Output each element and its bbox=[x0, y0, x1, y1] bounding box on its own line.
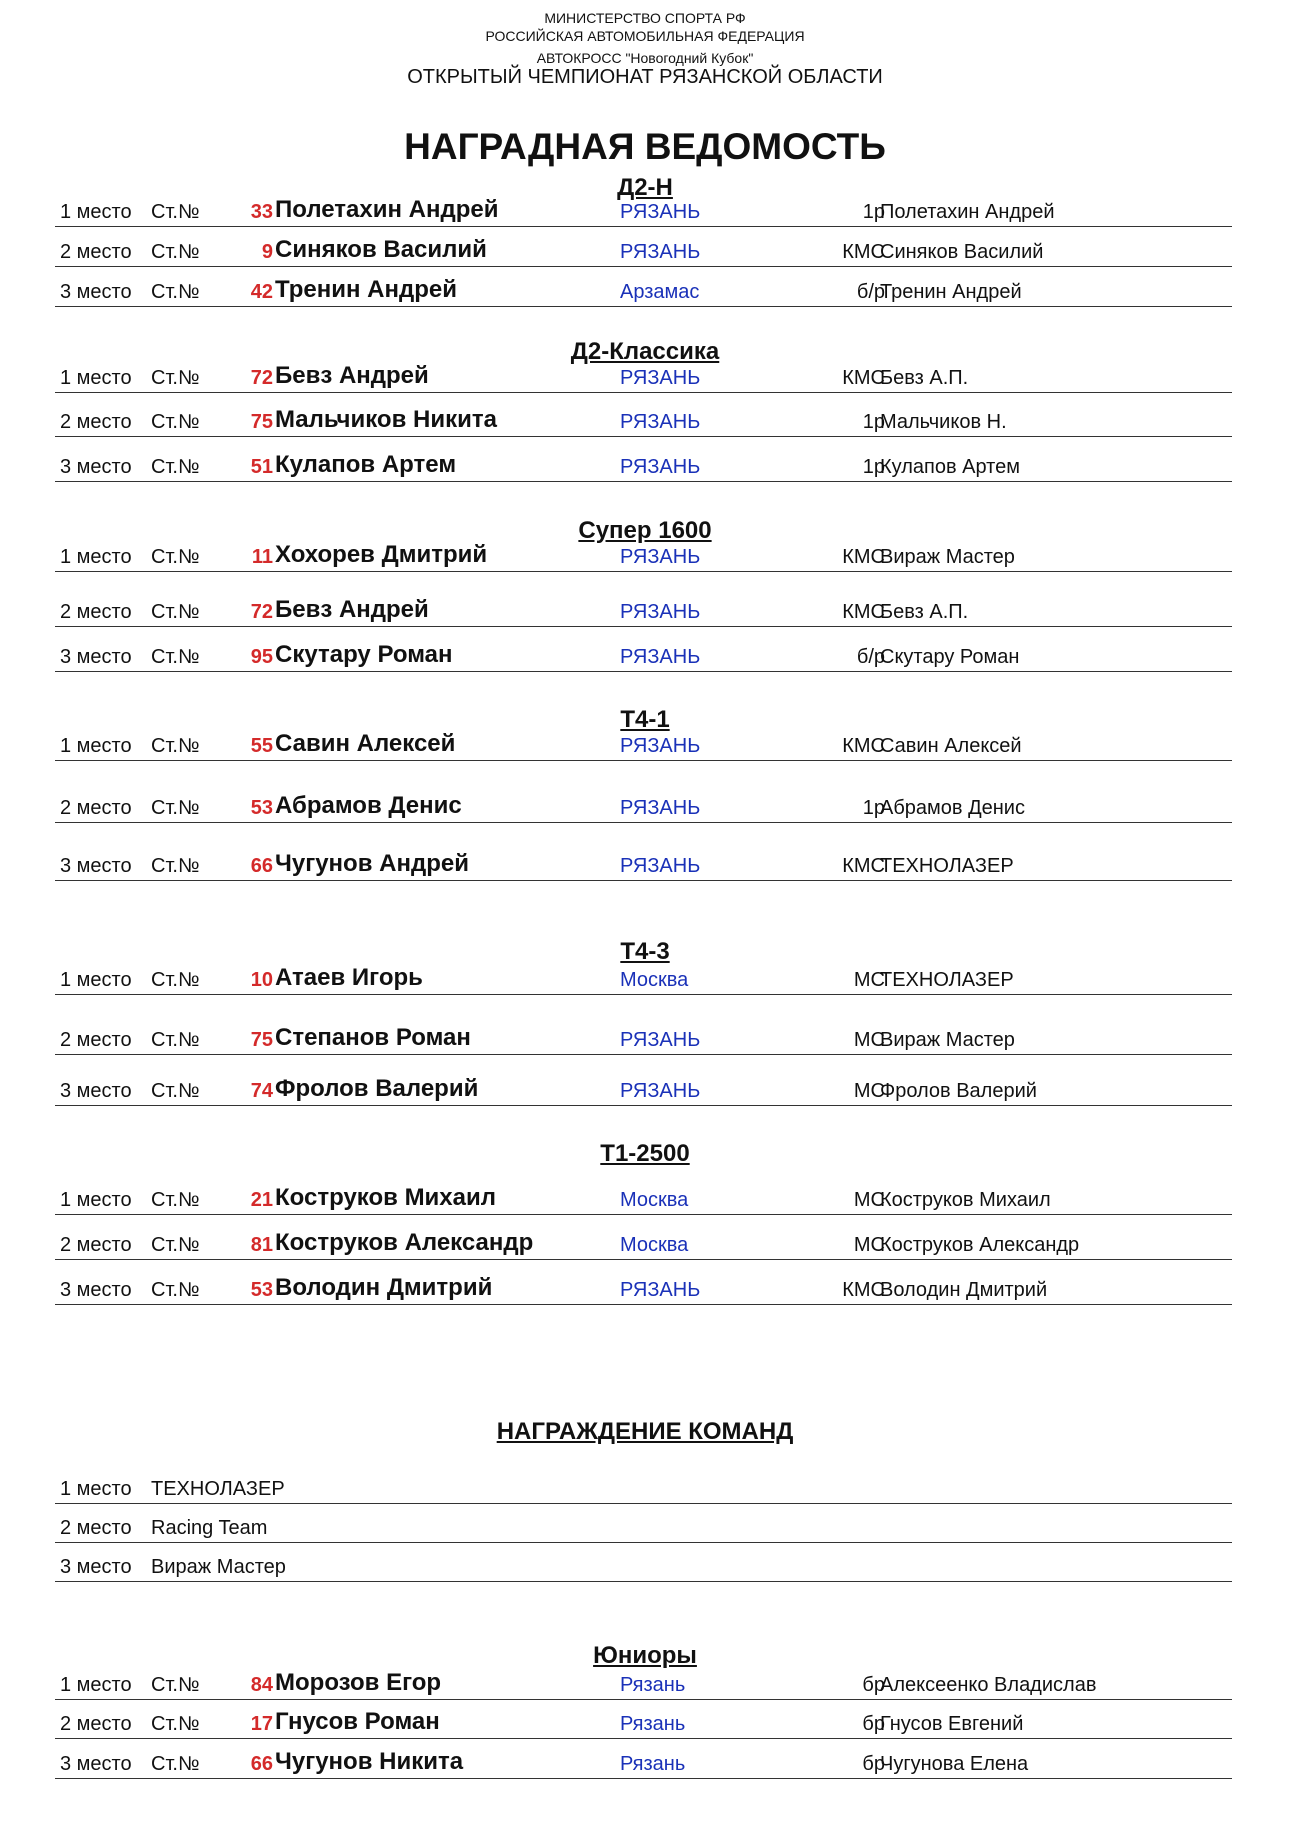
sport-rank: КМС bbox=[842, 241, 885, 263]
team-name: ТЕХНОЛАЗЕР bbox=[880, 855, 1014, 877]
start-number-label: Ст.№ bbox=[151, 1279, 200, 1301]
team-name: Полетахин Андрей bbox=[880, 201, 1055, 223]
start-number: 75 bbox=[250, 411, 273, 433]
sport-rank: МС bbox=[853, 1189, 885, 1211]
driver-name: Чугунов Андрей bbox=[275, 850, 469, 877]
city: РЯЗАНЬ bbox=[620, 855, 701, 877]
driver-name: Кулапов Артем bbox=[275, 451, 457, 478]
start-number: 17 bbox=[250, 1713, 273, 1735]
place-label: 3 место bbox=[60, 281, 132, 303]
start-number: 10 bbox=[250, 969, 273, 991]
award-row bbox=[55, 396, 1232, 437]
driver-name: Бевз Андрей bbox=[275, 362, 429, 389]
team-award-row bbox=[55, 1541, 1232, 1582]
start-number-label: Ст.№ bbox=[151, 855, 200, 877]
driver-name: Мальчиков Никита bbox=[275, 406, 497, 433]
driver-name: Синяков Василий bbox=[275, 236, 487, 263]
place-label: 2 место bbox=[60, 797, 132, 819]
driver-name: Володин Дмитрий bbox=[275, 1274, 493, 1301]
start-number-label: Ст.№ bbox=[151, 1674, 200, 1696]
sport-rank: 1р bbox=[862, 201, 885, 223]
sport-rank: бр bbox=[862, 1674, 885, 1696]
award-row bbox=[55, 352, 1232, 393]
place-label: 3 место bbox=[60, 1753, 132, 1775]
place-label: 2 место bbox=[60, 1029, 132, 1051]
team-name: Савин Алексей bbox=[880, 735, 1022, 757]
place-label: 2 место bbox=[60, 1517, 132, 1539]
city: РЯЗАНЬ bbox=[620, 735, 701, 757]
award-row bbox=[55, 720, 1232, 761]
place-label: 1 место bbox=[60, 546, 132, 568]
team-name: Кулапов Артем bbox=[880, 456, 1020, 478]
driver-name: Коструков Михаил bbox=[275, 1184, 497, 1211]
event-line: АВТОКРОСС "Новогодний Кубок" bbox=[536, 50, 754, 66]
award-row bbox=[55, 1065, 1232, 1106]
place-label: 1 место bbox=[60, 1189, 132, 1211]
class-title: Юниоры bbox=[593, 1642, 697, 1669]
place-label: 2 место bbox=[60, 601, 132, 623]
city: Рязань bbox=[620, 1674, 686, 1696]
start-number-label: Ст.№ bbox=[151, 1189, 200, 1211]
driver-name: Бевз Андрей bbox=[275, 596, 429, 623]
team-name: Мальчиков Н. bbox=[880, 411, 1007, 433]
sport-rank: б/р bbox=[856, 281, 885, 303]
team-name: Racing Team bbox=[151, 1517, 268, 1539]
start-number-label: Ст.№ bbox=[151, 1713, 200, 1735]
driver-name: Савин Алексей bbox=[275, 730, 456, 757]
start-number: 55 bbox=[250, 735, 273, 757]
sport-rank: 1р bbox=[862, 411, 885, 433]
team-name: ТЕХНОЛАЗЕР bbox=[880, 969, 1014, 991]
driver-name: Хохорев Дмитрий bbox=[275, 541, 488, 568]
sport-rank: бр bbox=[862, 1753, 885, 1775]
city: РЯЗАНЬ bbox=[620, 797, 701, 819]
start-number-label: Ст.№ bbox=[151, 646, 200, 668]
sport-rank: бр bbox=[862, 1713, 885, 1735]
start-number-label: Ст.№ bbox=[151, 1029, 200, 1051]
place-label: 1 место bbox=[60, 367, 132, 389]
place-label: 1 место bbox=[60, 735, 132, 757]
start-number: 51 bbox=[250, 456, 273, 478]
page-title: НАГРАДНАЯ ВЕДОМОСТЬ bbox=[404, 126, 886, 167]
start-number-label: Ст.№ bbox=[151, 201, 200, 223]
city: Рязань bbox=[620, 1713, 686, 1735]
start-number-label: Ст.№ bbox=[151, 601, 200, 623]
start-number: 72 bbox=[250, 601, 273, 623]
start-number-label: Ст.№ bbox=[151, 1080, 200, 1102]
start-number-label: Ст.№ bbox=[151, 241, 200, 263]
sport-rank: КМС bbox=[842, 601, 885, 623]
sport-rank: 1р bbox=[862, 797, 885, 819]
start-number: 53 bbox=[250, 797, 273, 819]
driver-name: Полетахин Андрей bbox=[275, 196, 499, 223]
team-name: Бевз А.П. bbox=[880, 367, 969, 389]
team-name: ТЕХНОЛАЗЕР bbox=[151, 1478, 285, 1500]
teams-title: НАГРАЖДЕНИЕ КОМАНД bbox=[496, 1418, 794, 1445]
city: РЯЗАНЬ bbox=[620, 411, 701, 433]
team-name: Коструков Александр bbox=[880, 1234, 1080, 1256]
award-row bbox=[55, 1264, 1232, 1305]
city: Москва bbox=[620, 969, 689, 991]
start-number: 74 bbox=[250, 1080, 273, 1102]
award-row bbox=[55, 186, 1232, 227]
award-row bbox=[55, 1219, 1232, 1260]
start-number-label: Ст.№ bbox=[151, 735, 200, 757]
sport-rank: б/р bbox=[856, 646, 885, 668]
driver-name: Степанов Роман bbox=[275, 1024, 471, 1051]
award-row bbox=[55, 1698, 1232, 1739]
award-row bbox=[55, 1014, 1232, 1055]
place-label: 2 место bbox=[60, 1713, 132, 1735]
sport-rank: МС bbox=[853, 969, 885, 991]
start-number: 95 bbox=[250, 646, 273, 668]
place-label: 2 место bbox=[60, 241, 132, 263]
start-number-label: Ст.№ bbox=[151, 367, 200, 389]
start-number: 53 bbox=[250, 1279, 273, 1301]
team-award-row bbox=[55, 1502, 1232, 1543]
place-label: 1 место bbox=[60, 969, 132, 991]
team-award-row bbox=[55, 1463, 1232, 1504]
team-name: Вираж Мастер bbox=[880, 1029, 1015, 1051]
team-name: Бевз А.П. bbox=[880, 601, 969, 623]
start-number: 9 bbox=[261, 241, 273, 263]
sport-rank: КМС bbox=[842, 367, 885, 389]
class-title: Т1-2500 bbox=[600, 1140, 690, 1167]
start-number-label: Ст.№ bbox=[151, 797, 200, 819]
place-label: 3 место bbox=[60, 646, 132, 668]
start-number-label: Ст.№ bbox=[151, 546, 200, 568]
class-title: Д2-Классика bbox=[570, 338, 720, 365]
award-row bbox=[55, 266, 1232, 307]
start-number-label: Ст.№ bbox=[151, 456, 200, 478]
city: Арзамас bbox=[620, 281, 700, 303]
driver-name: Чугунов Никита bbox=[275, 1748, 464, 1775]
award-row bbox=[55, 531, 1232, 572]
city: РЯЗАНЬ bbox=[620, 201, 701, 223]
award-row bbox=[55, 1659, 1232, 1700]
start-number: 42 bbox=[250, 281, 273, 303]
driver-name: Тренин Андрей bbox=[275, 276, 457, 303]
start-number: 84 bbox=[250, 1674, 273, 1696]
city: РЯЗАНЬ bbox=[620, 241, 701, 263]
team-name: Тренин Андрей bbox=[880, 281, 1022, 303]
city: Москва bbox=[620, 1189, 689, 1211]
start-number: 72 bbox=[250, 367, 273, 389]
start-number-label: Ст.№ bbox=[151, 1753, 200, 1775]
driver-name: Скутару Роман bbox=[275, 641, 453, 668]
place-label: 3 место bbox=[60, 1080, 132, 1102]
city: РЯЗАНЬ bbox=[620, 1279, 701, 1301]
class-title: Т4-1 bbox=[620, 706, 670, 733]
team-name: Алексеенко Владислав bbox=[880, 1674, 1097, 1696]
start-number: 75 bbox=[250, 1029, 273, 1051]
class-title: Супер 1600 bbox=[578, 517, 712, 544]
team-name: Коструков Михаил bbox=[880, 1189, 1051, 1211]
city: РЯЗАНЬ bbox=[620, 601, 701, 623]
place-label: 3 место bbox=[60, 1556, 132, 1578]
city: РЯЗАНЬ bbox=[620, 1029, 701, 1051]
driver-name: Коструков Александр bbox=[275, 1229, 534, 1256]
team-name: Фролов Валерий bbox=[880, 1080, 1037, 1102]
team-name: Синяков Василий bbox=[880, 241, 1044, 263]
award-row bbox=[55, 1738, 1232, 1779]
award-row bbox=[55, 226, 1232, 267]
start-number: 81 bbox=[250, 1234, 273, 1256]
sport-rank: 1р bbox=[862, 456, 885, 478]
sport-rank: КМС bbox=[842, 735, 885, 757]
start-number: 33 bbox=[250, 201, 273, 223]
team-name: Володин Дмитрий bbox=[880, 1279, 1048, 1301]
driver-name: Гнусов Роман bbox=[275, 1708, 440, 1735]
team-name: Скутару Роман bbox=[880, 646, 1020, 668]
start-number-label: Ст.№ bbox=[151, 281, 200, 303]
start-number-label: Ст.№ bbox=[151, 1234, 200, 1256]
place-label: 2 место bbox=[60, 1234, 132, 1256]
class-title: Т4-3 bbox=[620, 938, 670, 965]
driver-name: Абрамов Денис bbox=[275, 792, 462, 819]
city: РЯЗАНЬ bbox=[620, 1080, 701, 1102]
sport-rank: МС bbox=[853, 1080, 885, 1102]
city: РЯЗАНЬ bbox=[620, 646, 701, 668]
city: РЯЗАНЬ bbox=[620, 546, 701, 568]
start-number: 66 bbox=[250, 855, 273, 877]
place-label: 1 место bbox=[60, 1674, 132, 1696]
sport-rank: КМС bbox=[842, 855, 885, 877]
sport-rank: МС bbox=[853, 1234, 885, 1256]
start-number: 66 bbox=[250, 1753, 273, 1775]
award-row bbox=[55, 586, 1232, 627]
city: РЯЗАНЬ bbox=[620, 367, 701, 389]
driver-name: Морозов Егор bbox=[275, 1669, 442, 1696]
federation-line: РОССИЙСКАЯ АВТОМОБИЛЬНАЯ ФЕДЕРАЦИЯ bbox=[485, 28, 805, 44]
city: Рязань bbox=[620, 1753, 686, 1775]
city: РЯЗАНЬ bbox=[620, 456, 701, 478]
start-number: 21 bbox=[250, 1189, 273, 1211]
place-label: 3 место bbox=[60, 1279, 132, 1301]
team-name: Вираж Мастер bbox=[151, 1556, 286, 1578]
driver-name: Фролов Валерий bbox=[275, 1075, 479, 1102]
driver-name: Атаев Игорь bbox=[275, 964, 423, 991]
start-number-label: Ст.№ bbox=[151, 411, 200, 433]
city: Москва bbox=[620, 1234, 689, 1256]
sport-rank: КМС bbox=[842, 546, 885, 568]
ministry-line: МИНИСТЕРСТВО СПОРТА РФ bbox=[544, 10, 746, 26]
award-row bbox=[55, 631, 1232, 672]
team-name: Гнусов Евгений bbox=[880, 1713, 1024, 1735]
place-label: 3 место bbox=[60, 456, 132, 478]
award-row bbox=[55, 1174, 1232, 1215]
award-row bbox=[55, 954, 1232, 995]
class-title: Д2-Н bbox=[617, 174, 673, 201]
championship-line: ОТКРЫТЫЙ ЧЕМПИОНАТ РЯЗАНСКОЙ ОБЛАСТИ bbox=[407, 66, 883, 88]
place-label: 3 место bbox=[60, 855, 132, 877]
place-label: 2 место bbox=[60, 411, 132, 433]
team-name: Вираж Мастер bbox=[880, 546, 1015, 568]
place-label: 1 место bbox=[60, 1478, 132, 1500]
team-name: Абрамов Денис bbox=[880, 797, 1025, 819]
place-label: 1 место bbox=[60, 201, 132, 223]
award-row bbox=[55, 441, 1232, 482]
start-number: 11 bbox=[251, 546, 273, 568]
sport-rank: КМС bbox=[842, 1279, 885, 1301]
award-row bbox=[55, 782, 1232, 823]
sport-rank: МС bbox=[853, 1029, 885, 1051]
start-number-label: Ст.№ bbox=[151, 969, 200, 991]
team-name: Чугунова Елена bbox=[880, 1753, 1029, 1775]
award-row bbox=[55, 840, 1232, 881]
